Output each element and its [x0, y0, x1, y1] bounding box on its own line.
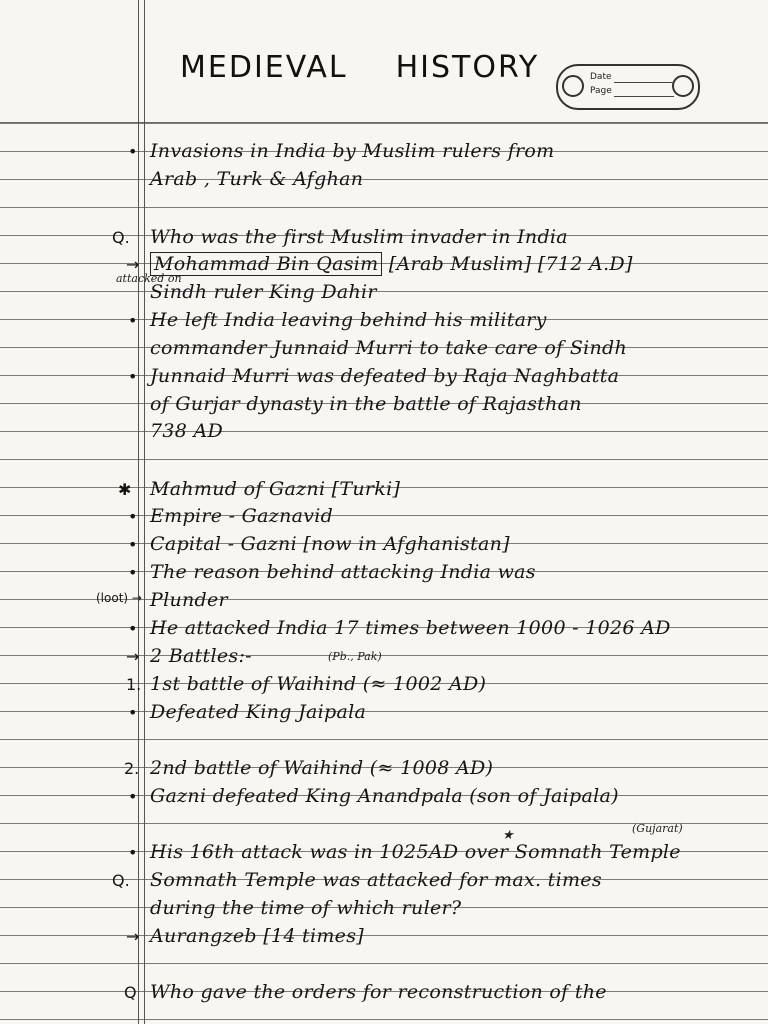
note-marker: •: [128, 142, 138, 161]
title-word-2: HISTORY: [395, 50, 540, 85]
note-marker: •: [128, 311, 138, 330]
note-marker: •: [128, 563, 138, 582]
note-marker: →: [126, 255, 140, 274]
note-marker: •: [128, 843, 138, 862]
note-line: [150, 645, 252, 667]
note-text: His 16th attack was in 1025AD over Somnath Temple: [150, 841, 681, 863]
annotation-attacked-on: attacked on: [116, 272, 182, 285]
page-title: [180, 50, 539, 85]
note-line: [150, 365, 619, 387]
note-line: [150, 785, 619, 807]
note-line: [150, 337, 627, 359]
ruled-line: [0, 122, 768, 123]
note-line: [150, 505, 333, 527]
note-marker: ✱: [118, 480, 132, 499]
note-text: 2nd battle of Waihind (≈ 1008 AD): [150, 757, 494, 779]
note-marker: 2.: [124, 759, 140, 778]
note-text: Junnaid Murri was defeated by Raja Naghbatta: [150, 365, 620, 387]
note-line: [150, 869, 602, 891]
date-page-box: [556, 64, 700, 110]
note-text: Sindh ruler King Dahir: [150, 281, 377, 303]
page-line: [614, 96, 674, 97]
note-text: [Arab Muslim] [712 A.D]: [382, 253, 633, 275]
note-marker: Q.: [112, 871, 130, 890]
note-line: [150, 757, 493, 779]
note-line: [150, 309, 547, 331]
note-text: Arab , Turk & Afghan: [150, 168, 364, 190]
note-text: Who was the first Muslim invader in India: [150, 226, 568, 248]
title-word-1: MEDIEVAL: [180, 50, 348, 85]
note-text: Plunder: [150, 589, 228, 611]
date-label: Date: [590, 72, 612, 82]
note-marker: →: [126, 647, 140, 666]
note-line: [150, 281, 377, 303]
note-text: during the time of which ruler?: [150, 897, 462, 919]
note-text: 1st battle of Waihind (≈ 1002 AD): [150, 673, 487, 695]
note-text: 738 AD: [150, 420, 224, 442]
page-label: Page: [590, 86, 612, 96]
note-line: [150, 253, 633, 275]
annotation-star: ★: [502, 828, 514, 843]
note-text: Who gave the orders for reconstruction of the: [150, 981, 607, 1003]
note-line: [150, 617, 671, 639]
note-line: [150, 589, 228, 611]
note-line: [150, 533, 510, 555]
note-text: Gazni defeated King Anandpala (son of Jaipala): [150, 785, 619, 807]
margin-line: [138, 0, 139, 1024]
note-line: [150, 140, 554, 162]
note-text: 2 Battles:-: [150, 645, 252, 667]
note-marker: •: [128, 507, 138, 526]
note-line: [150, 478, 400, 500]
note-marker: •: [128, 619, 138, 638]
note-line: [150, 841, 681, 863]
boxed-answer: Mohammad Bin Qasim: [150, 252, 382, 276]
note-line: [150, 168, 363, 190]
note-line: [150, 561, 536, 583]
note-text: Invasions in India by Muslim rulers from: [150, 140, 555, 162]
note-marker: Q: [124, 983, 137, 1002]
date-line: [614, 82, 674, 83]
note-text: The reason behind attacking India was: [150, 561, 536, 583]
note-line: [150, 925, 364, 947]
note-marker: •: [128, 367, 138, 386]
note-marker: →: [126, 927, 140, 946]
note-marker: •: [128, 535, 138, 554]
note-marker: (loot) →: [96, 591, 142, 605]
note-line: [150, 701, 366, 723]
note-text: of Gurjar dynasty in the battle of Rajasthan: [150, 393, 582, 415]
note-text: He left India leaving behind his military: [150, 309, 547, 331]
note-text: commander Junnaid Murri to take care of Sindh: [150, 337, 628, 359]
margin-line: [144, 0, 145, 1024]
note-text: Empire - Gaznavid: [150, 505, 334, 527]
note-text: Capital - Gazni [now in Afghanistan]: [150, 533, 510, 555]
annotation-pb-pak: (Pb., Pak): [328, 650, 382, 663]
note-line: [150, 673, 486, 695]
note-text: He attacked India 17 times between 1000 - 1026 AD: [150, 617, 671, 639]
note-line: [150, 981, 607, 1003]
note-marker: 1.: [126, 675, 142, 694]
note-text: Aurangzeb [14 times]: [150, 925, 364, 947]
ornament-left: [562, 75, 584, 97]
note-text: Mahmud of Gazni [Turki]: [150, 478, 401, 500]
annotation-gujarat: (Gujarat): [632, 822, 683, 835]
note-marker: •: [128, 703, 138, 722]
note-line: [150, 393, 582, 415]
note-text: Defeated King Jaipala: [150, 701, 367, 723]
note-line: [150, 897, 461, 919]
note-line: [150, 226, 568, 248]
note-marker: Q.: [112, 228, 130, 247]
note-marker: •: [128, 787, 138, 806]
note-text: Somnath Temple was attacked for max. times: [150, 869, 602, 891]
ornament-right: [672, 75, 694, 97]
note-line: [150, 420, 223, 442]
